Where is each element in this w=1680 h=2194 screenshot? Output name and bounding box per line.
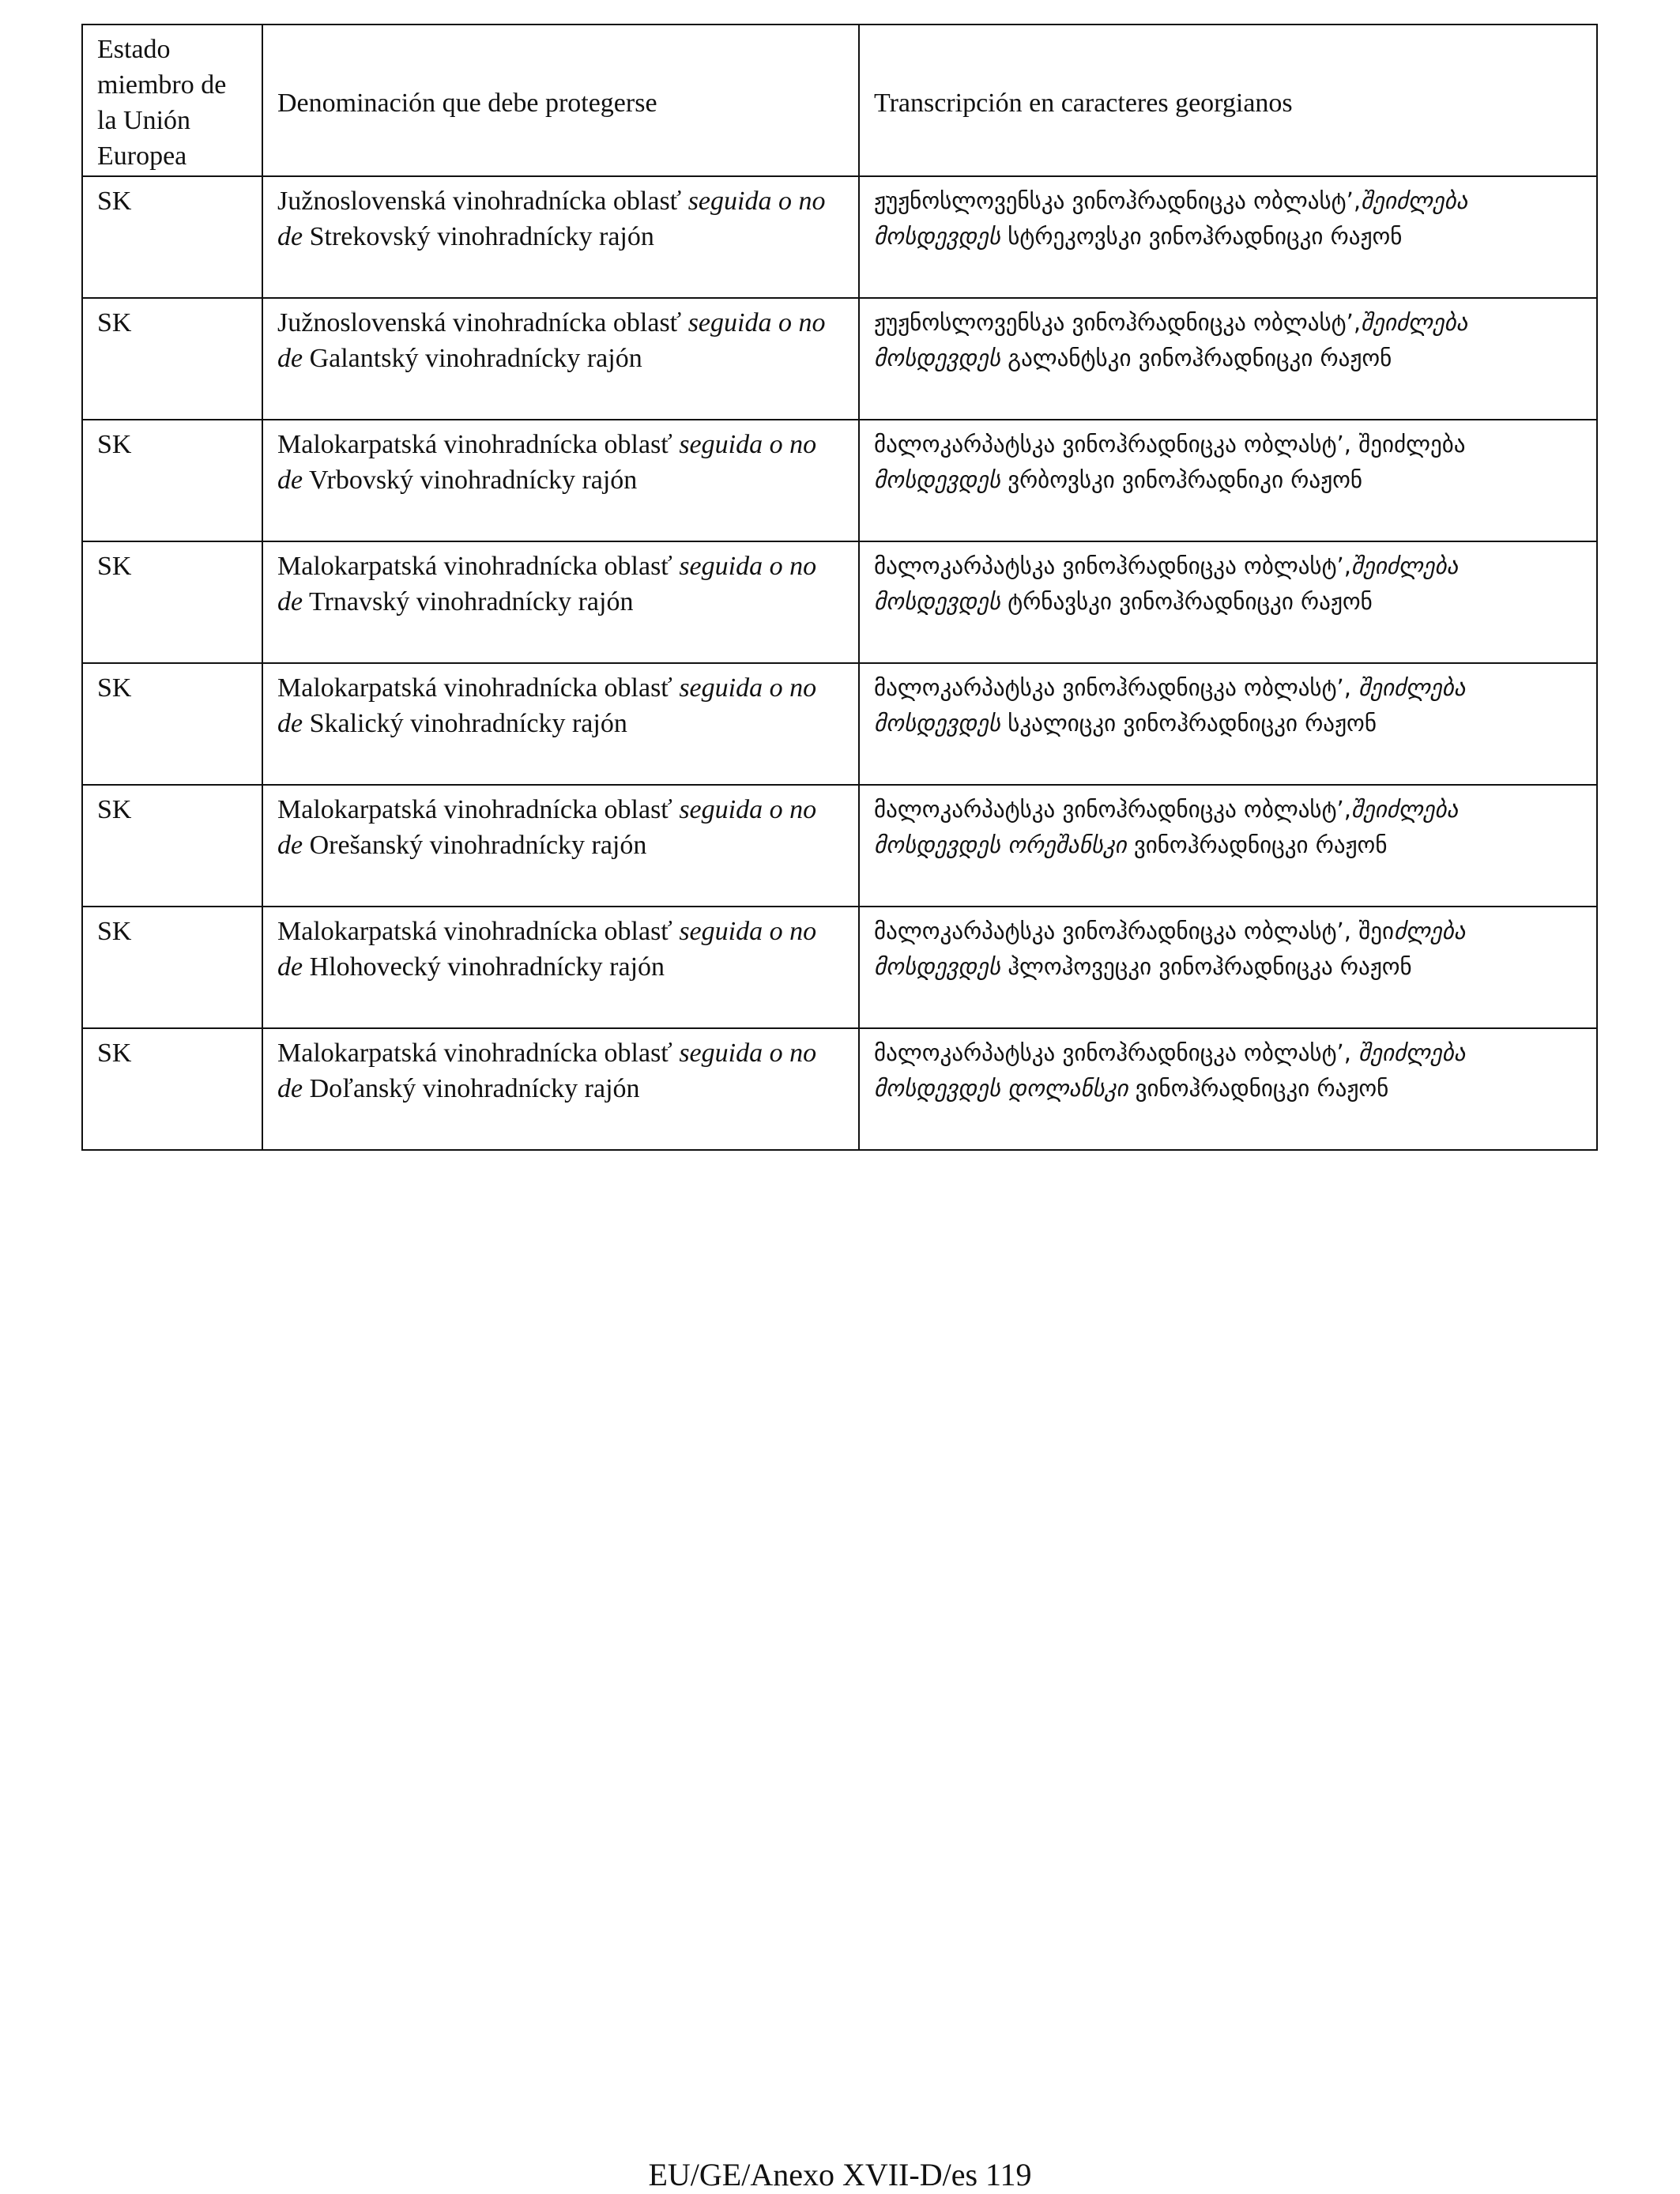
denomination-italic-text: seguida o no de [277,795,817,860]
denomination-italic-text: seguida o no de [277,673,817,738]
transcription-italic-text: შეიძლება მოსდევდეს [874,552,1459,615]
denomination-text: Malokarpatská vinohradnícka oblasť [277,917,680,946]
denomination-text: Južnoslovenská vinohradnícka oblasť [277,187,688,216]
cell-georgian-transcription [859,176,1597,298]
cell-georgian-transcription [859,1028,1597,1150]
page-footer: EU/GE/Anexo XVII-D/es 119 [648,2157,1032,2192]
cell-member-state: SK [82,541,262,663]
denomination-text-end: Trnavský vinohradnícky rajón [303,587,634,616]
header-georgian-transcription: Transcripción en caracteres georgianos [859,25,1597,176]
transcription-italic-text: შეიძლება მოსდევდეს [874,674,1466,737]
denomination-italic-text: seguida o no de [277,187,826,251]
cell-member-state: SK [82,907,262,1028]
table-row [82,176,1597,298]
transcription-text-end: ვრბოვსკი ვინოჰრადნიკი რაჟონ [1000,466,1363,493]
denomination-text-end: Doľanský vinohradnícky rajón [303,1074,640,1103]
cell-member-state: SK [82,1028,262,1150]
transcription-text-end: გალანტსკი ვინოჰრადნიცკი რაჟონ [1000,345,1392,371]
transcription-text-end: სტრეკოვსკი ვინოჰრადნიცკი რაჟონ [1000,223,1403,250]
denomination-italic-text: seguida o no de [277,430,817,495]
cell-georgian-transcription [859,907,1597,1028]
table-row [82,785,1597,907]
table-row [82,1028,1597,1150]
cell-member-state: SK [82,785,262,907]
transcription-text-end: ვინოჰრადნიცკი რაჟონ [1128,1075,1389,1102]
denomination-text-end: Galantský vinohradnícky rajón [303,344,642,373]
denomination-text-end: Skalický vinohradnícky rajón [303,709,627,738]
cell-georgian-transcription [859,663,1597,785]
table-row [82,907,1597,1028]
header-denomination: Denominación que debe protegerse [262,25,859,176]
table-row [82,663,1597,785]
denomination-text: Malokarpatská vinohradnícka oblasť [277,552,680,581]
table-body [82,25,1597,1150]
denomination-italic-text: seguida o no de [277,308,826,373]
transcription-text: ჟუჟნოსლოვენსკა ვინოჰრადნიცკა ობლასტ’, [874,187,1362,214]
cell-denomination [262,420,859,541]
cell-member-state: SK [82,663,262,785]
denomination-italic-text: seguida o no de [277,552,817,616]
cell-member-state: SK [82,420,262,541]
table-header-row [82,25,1597,176]
transcription-text: მალოკარპატსკა ვინოჰრადნიცკა ობლასტ’, [874,1039,1359,1066]
denomination-text: Malokarpatská vinohradnícka oblasť [277,430,680,459]
transcription-text: მალოკარპატსკა ვინოჰრადნიცკა ობლასტ’, [874,796,1351,823]
transcription-text: მალოკარპატსკა ვინოჰრადნიცკა ობლასტ’, [874,674,1359,701]
cell-denomination [262,663,859,785]
cell-georgian-transcription [859,785,1597,907]
table-row [82,541,1597,663]
denomination-text: Malokarpatská vinohradnícka oblasť [277,1039,680,1068]
cell-denomination [262,176,859,298]
cell-denomination [262,907,859,1028]
transcription-italic-text: შეიძლება მოსდევდეს ორეშანსკი [874,796,1459,858]
denomination-text: Malokarpatská vinohradnícka oblasť [277,673,680,703]
transcription-text: მალოკარპატსკა ვინოჰრადნიცკა ობლასტ’, შეიძლება [874,431,1466,458]
transcription-italic-text: მოსდევდეს [874,466,1001,493]
denomination-text-end: Hlohovecký vinohradnícky rajón [303,952,665,982]
transcription-text-end: სკალიცკი ვინოჰრადნიცკი რაჟონ [1000,710,1377,737]
denomination-text-end: Vrbovský vinohradnícky rajón [303,466,638,495]
denomination-italic-text: seguida o no de [277,917,817,982]
denomination-text: Malokarpatská vinohradnícka oblasť [277,795,680,824]
transcription-italic-text: ძლება მოსდევდეს [874,918,1466,980]
transcription-italic-text: შეიძლება მოსდევდეს [874,187,1468,250]
transcription-text: მალოკარპატსკა ვინოჰრადნიცკა ობლასტ’, შეი [874,918,1394,944]
denomination-text-end: Strekovský vinohradnícky rajón [303,222,654,251]
geographical-indications-table [81,24,1598,1151]
denomination-text-end: Orešanský vinohradnícky rajón [303,831,647,860]
transcription-text: ჟუჟნოსლოვენსკა ვინოჰრადნიცკა ობლასტ’, [874,309,1362,336]
table-row [82,420,1597,541]
cell-denomination [262,298,859,420]
cell-denomination [262,785,859,907]
transcription-italic-text: შეიძლება მოსდევდეს [874,309,1468,371]
cell-member-state: SK [82,298,262,420]
denomination-italic-text: seguida o no de [277,1039,817,1103]
transcription-text: მალოკარპატსკა ვინოჰრადნიცკა ობლასტ’, [874,552,1351,579]
cell-georgian-transcription [859,420,1597,541]
transcription-text-end: ჰლოჰოვეცკი ვინოჰრადნიცკა რაჟონ [1000,953,1412,980]
cell-georgian-transcription [859,298,1597,420]
cell-denomination [262,1028,859,1150]
cell-georgian-transcription [859,541,1597,663]
table-row [82,298,1597,420]
header-member-state: Estado miembro de la Unión Europea [82,25,262,176]
denomination-text: Južnoslovenská vinohradnícka oblasť [277,308,688,337]
cell-member-state: SK [82,176,262,298]
transcription-text-end: ტრნავსკი ვინოჰრადნიცკი რაჟონ [1000,588,1373,615]
transcription-italic-text: შეიძლება მოსდევდეს დოლანსკი [874,1039,1466,1102]
transcription-text-end: ვინოჰრადნიცკი რაჟონ [1126,831,1388,858]
cell-denomination [262,541,859,663]
